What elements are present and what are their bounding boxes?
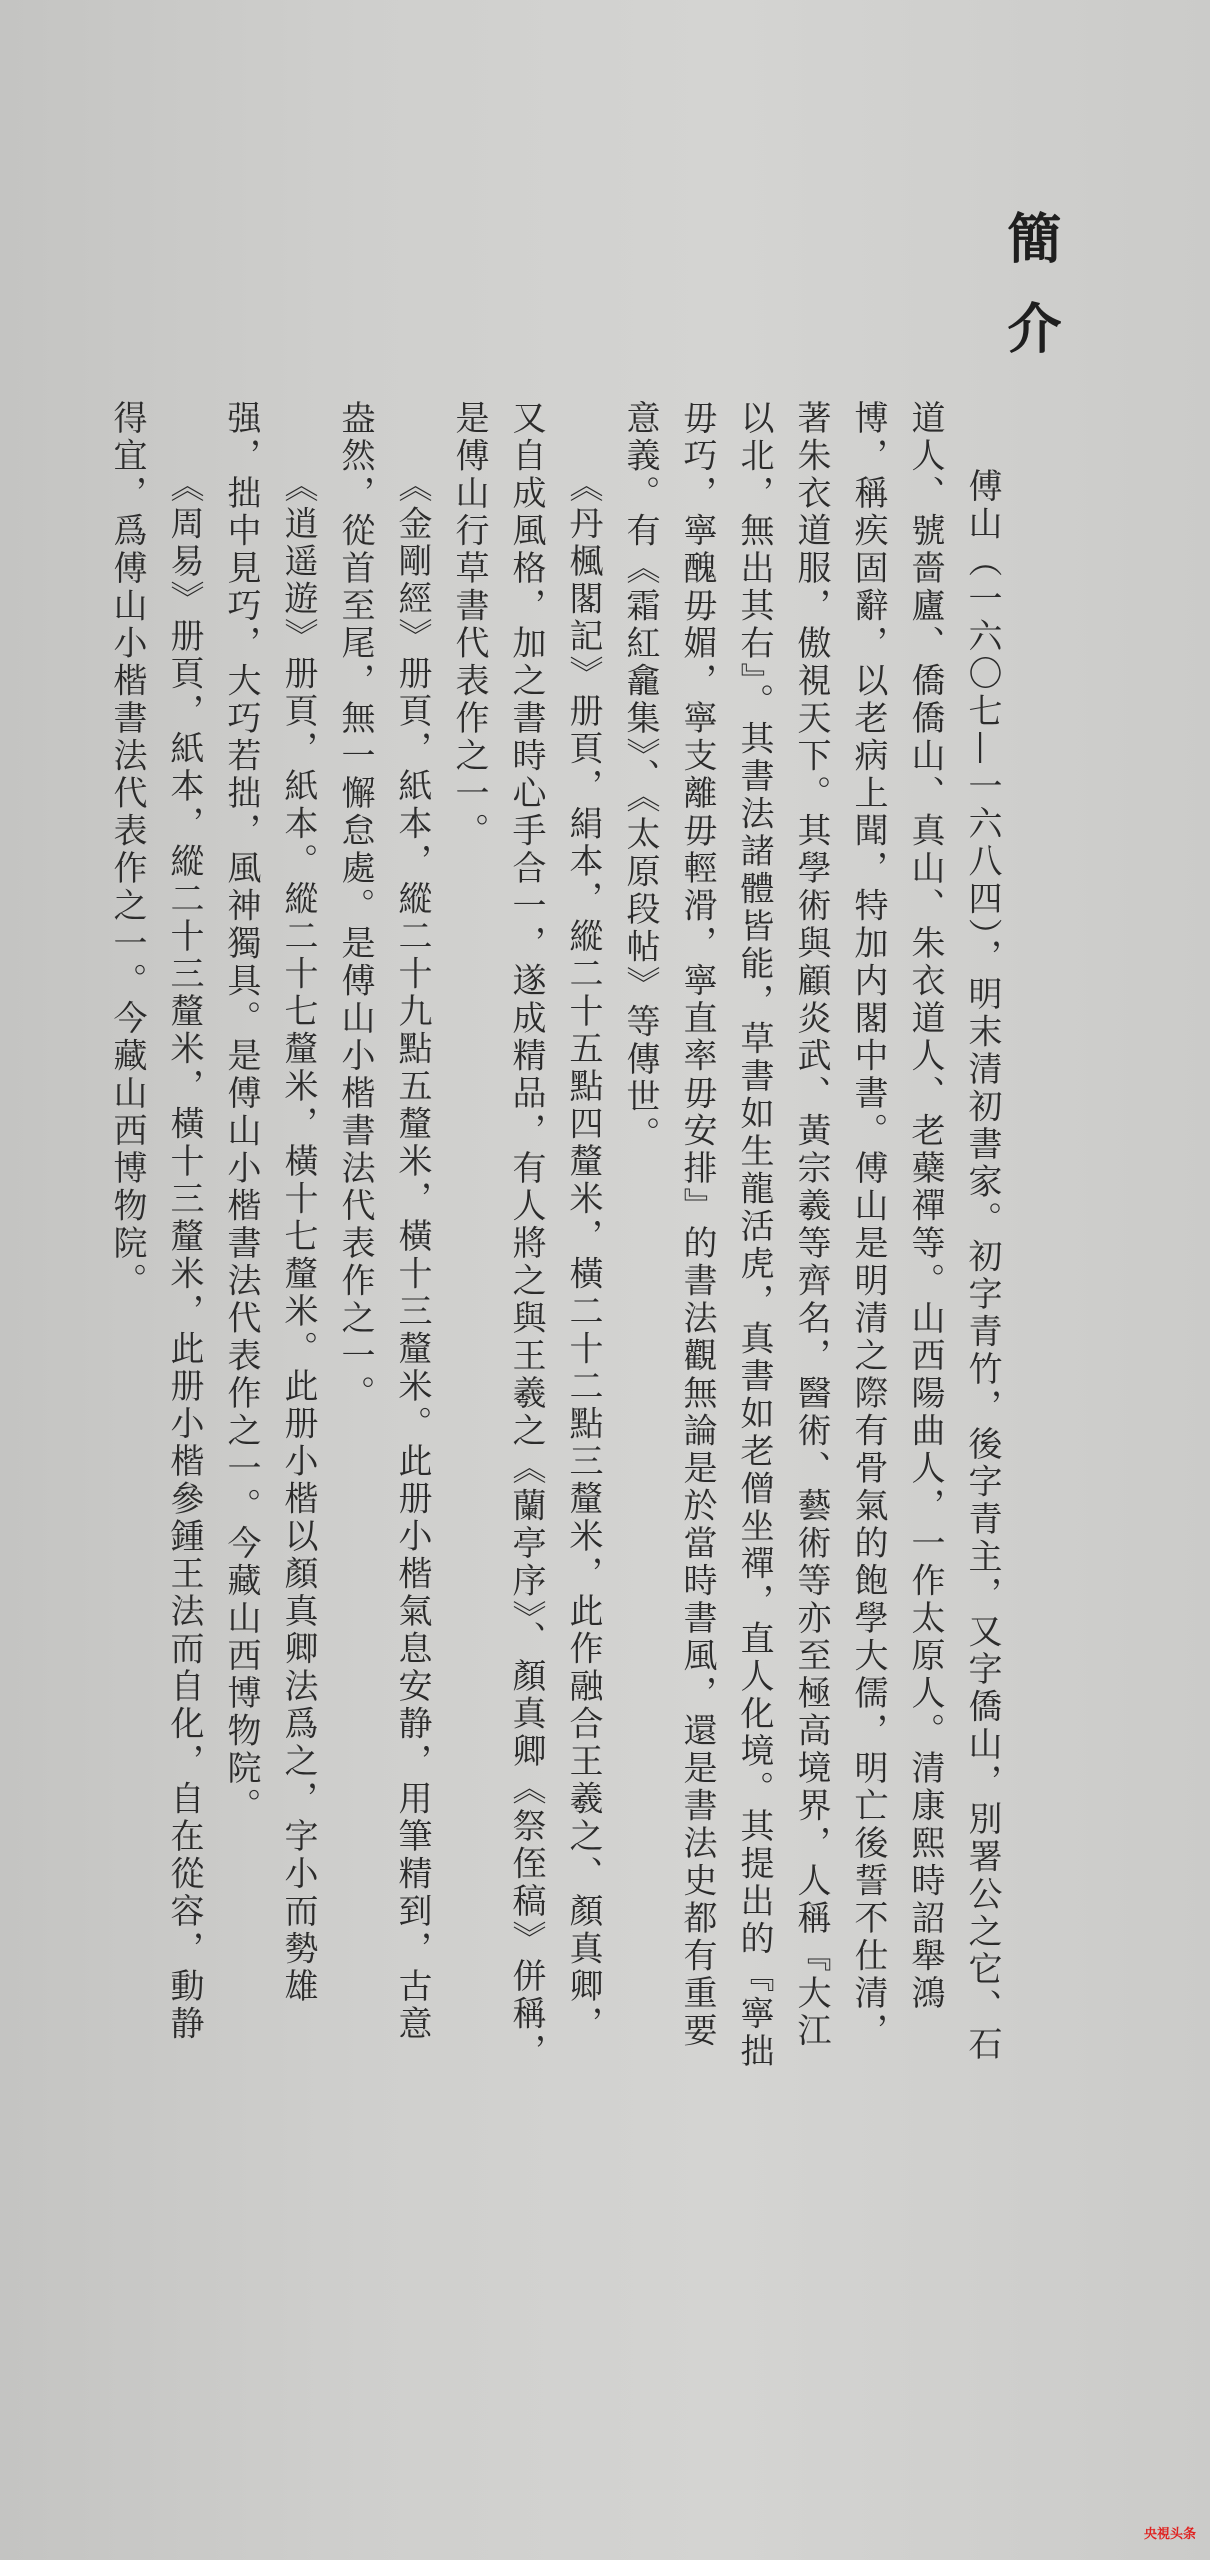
page-title: 簡介 [999, 210, 1063, 390]
watermark-logo: 央視头条 [1143, 2527, 1196, 2542]
paragraph-xiaoyao-you: 《逍遥遊》册頁，紙本。縱二十七釐米，橫十七釐米。此册小楷以顏真卿法爲之，字小而勢雄强，拙中見巧，大巧若拙，風神獨具。是傅山小楷書法代表作之一。今藏山西博物院。 [221, 400, 318, 2006]
paragraph-jingang-jing: 《金剛經》册頁，紙本，縱二十九點五釐米，橫十三釐米。此册小楷氣息安静，用筆精到，古意盎然，從首至尾，無一懈怠處。是傅山小楷書法代表作之一。 [335, 400, 432, 2043]
introduction-body [98, 400, 1010, 2080]
paragraph-danfengge-ji: 《丹楓閣記》册頁，絹本，縱二十五點四釐米，橫二十二點三釐米，此作融合王羲之、顏真卿，又自成風格，加之書時心手合一，遂成精品，有人將之與王羲之《蘭亭序》、顏真卿《祭侄稿》併稱，是傅山行草書代表作之一。 [449, 400, 603, 2071]
paragraph-biography: 傅山（一六〇七—一六八四），明末清初書家。初字青竹，後字青主，又字僑山，別署公之它、石道人、號嗇廬、僑僑山、真山、朱衣道人、老蘗禪等。山西陽曲人，一作太原人。清康熙時詔舉鴻博，稱疾固辭，以老病上聞，特加内閣中書。傅山是明清之際有骨氣的飽學大儒，明亡後誓不仕清，著朱衣道服，傲視天下。其學術與顧炎武、黃宗羲等齊名，醫術、藝術等亦至極高境界，人稱『大江以北，無出其右』。其書法諸體皆能，草書如生龍活虎，真書如老僧坐禪，直人化境。其提出的『寧拙毋巧，寧醜毋媚，寧支離毋輕滑，寧直率毋安排』的書法觀無論是於當時書風，還是書法史都有重要意義。有《霜紅龕集》、《太原段帖》等傳世。 [620, 400, 1002, 2071]
paragraph-zhou-yi: 《周易》册頁，紙本，縱二十三釐米，橫十三釐米，此册小楷參鍾王法而自化，自在從容，動静得宜，爲傅山小楷書法代表作之一。今藏山西博物院。 [107, 400, 204, 2043]
